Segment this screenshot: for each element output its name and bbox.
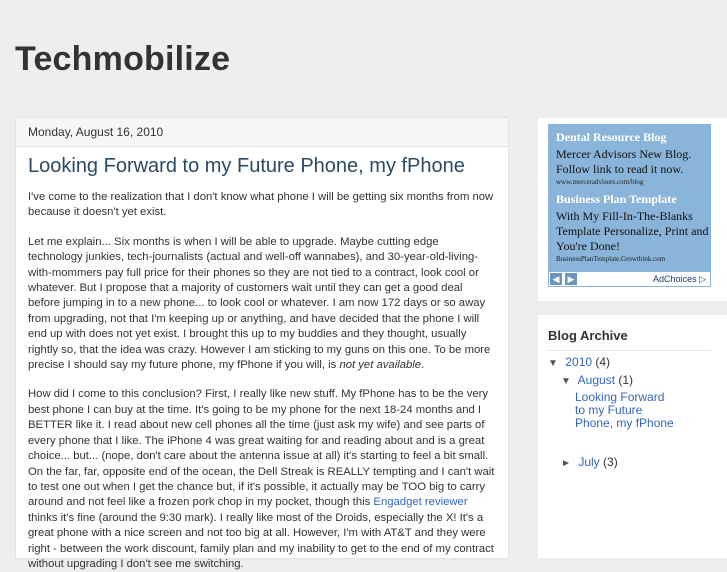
ad-item[interactable] <box>548 192 711 263</box>
post-text: How did I come to this conclusion? First, I really like new stuff. My fPhone has to be the very best phone I can buy at the time. It's going to be my phone for the next 18-24 months and I BETTER like it. I read about new cell phones all the time (just ask my wife) and see parts of every phone that I like. The iPhone 4 was great waiting for and reading about and is a great choice... but... (nope, don't care about the antenna issue at all) it's starting to feel a bit small. On the far, far, opposite end of the ocean, the Dell Streak is REALLY tempting and I can't wait to test one out when I get the chance but, if it's possible, it actually may be TOO big to carry around and not feel like a frozen pork chop in my pocket, though this <box>28 388 495 509</box>
ad-title[interactable]: Business Plan Template <box>556 192 677 206</box>
sidebar-divider <box>538 301 727 315</box>
main-column <box>16 118 508 570</box>
archive-month-july <box>561 455 618 469</box>
ad-url[interactable]: BusinessPlanTemplate.Growthink.com <box>556 255 666 263</box>
post-text: . <box>421 359 425 372</box>
ad-footer <box>548 272 711 287</box>
post-emphasis: not yet available <box>339 359 422 372</box>
collapse-toggle-icon[interactable]: ► <box>561 458 571 469</box>
archive-title: Blog Archive <box>548 328 628 343</box>
archive-month-link[interactable]: July <box>578 455 600 469</box>
post-text: Let me explain... Six months is when I will be able to upgrade. Maybe cutting edge technology junkies, tech-journalists (actual and well-off wannabes), and 30-year-old-living-with-mommers pay full price for their phones so they are not tied to a contract, look cool or whatever. But I propose that a majority of customers wait until they can get a good deal before jumping in to a new phone... to look cool or whatever. I am now 172 days or so away from upgrading, not that I'm keeping up or anything, and have decided that the phone I will end up with does not yet exist. I brought this up to my buddies and they thought, usually rightly so, that the idea was crazy. However I am sticking to my guns on this one. To be more precise I should say my future phone, my fPhone if you will, is <box>28 235 491 372</box>
blog-header <box>15 40 230 79</box>
expand-toggle-icon[interactable]: ▼ <box>561 376 571 387</box>
archive-post-item <box>575 391 675 430</box>
archive-year-link[interactable]: 2010 <box>565 355 593 369</box>
post-paragraph <box>28 387 496 572</box>
ad-text: Mercer Advisors New Blog. Follow link to read it now. <box>556 147 692 176</box>
ad-prev-icon[interactable]: ◀ <box>550 273 562 285</box>
archive-month-count: (1) <box>618 373 634 387</box>
archive-post-link[interactable]: Looking Forward to my Future Phone, my fPhone <box>575 390 674 430</box>
ad-text: With My Fill-In-The-Blanks Template Personalize, Print and You're Done! <box>556 209 709 253</box>
post-text: thinks it's fine (around the 9:30 mark). I really like most of the Droids, especially the X! It's a great phone with a nice screen and not too big at all. However, I'm with AT&T and they were right - between the work discount, family plan and my inability to get to the end of my contract without upgrading I don't see me switching. <box>28 511 494 570</box>
post-paragraph: I've come to the realization that I don't know what phone I will be getting six months from now because it doesn't yet exist. <box>28 191 494 219</box>
adchoices-link[interactable]: AdChoices ▷ <box>653 274 706 284</box>
archive-month-august <box>561 373 633 387</box>
ad-next-icon[interactable]: ▶ <box>565 273 577 285</box>
engadget-link[interactable]: Engadget reviewer <box>373 496 468 509</box>
post-body <box>28 190 496 572</box>
ad-unit[interactable] <box>548 124 711 287</box>
archive-divider <box>548 350 711 351</box>
archive-month-count: (3) <box>603 455 618 469</box>
blog-title[interactable]: Techmobilize <box>15 40 231 78</box>
expand-toggle-icon[interactable]: ▼ <box>548 358 558 369</box>
archive-year-2010 <box>548 355 610 369</box>
ad-url[interactable]: www.merceradvisors.com/blog <box>556 178 644 186</box>
post <box>16 155 508 572</box>
sidebar <box>538 118 727 558</box>
ad-item[interactable] <box>548 130 711 186</box>
ad-title[interactable]: Dental Resource Blog <box>556 130 667 144</box>
post-title[interactable]: Looking Forward to my Future Phone, my fPhone <box>28 155 465 177</box>
archive-year-count: (4) <box>595 355 611 369</box>
post-date: Monday, August 16, 2010 <box>16 118 508 147</box>
archive-month-link[interactable]: August <box>577 373 616 387</box>
post-paragraph <box>28 235 496 374</box>
